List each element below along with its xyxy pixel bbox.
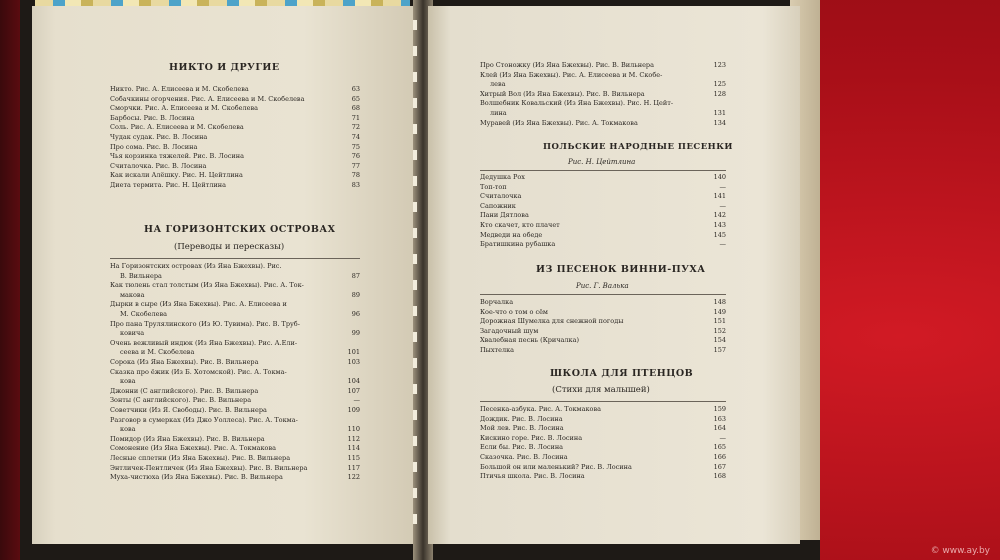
- toc-entry-title: На Горизонтских островах (Из Яна Бжехвы). Рис.: [110, 262, 282, 270]
- toc-page-number: 72: [351, 123, 360, 132]
- toc-entry-continuation: [480, 81, 726, 90]
- toc-entry-title: Про сома. Рис. В. Лосина: [110, 142, 198, 151]
- toc-entry: [110, 86, 360, 95]
- watermark: © www.ay.by: [930, 546, 990, 556]
- toc-entry-title-cont: кова: [120, 425, 136, 434]
- toc-page-number: 142: [713, 211, 726, 220]
- section-title-gorizont: НА ГОРИЗОНТСКИХ ОСТРОВАХ: [144, 224, 336, 235]
- toc-entry-title: Советчики (Из Я. Свободы). Рис. В. Вильнера: [110, 406, 267, 414]
- toc-entry-title: Сапожник: [480, 201, 516, 210]
- section-divider: [480, 401, 726, 402]
- toc-entry-title: Зонты (С английского). Рис. В. Вильнера: [110, 396, 252, 405]
- toc-list-continued: [480, 62, 726, 142]
- toc-page-number: 168: [713, 472, 726, 481]
- toc-page-number: —: [353, 396, 360, 405]
- toc-entry-title: Братишкина рубашка: [480, 240, 556, 249]
- toc-page-number: —: [719, 201, 726, 210]
- toc-entry-title: Про Стоножку (Из Яна Бжехвы). Рис. В. Вильнера: [480, 61, 654, 69]
- toc-page-number: 112: [347, 434, 360, 443]
- toc-page-number: 87: [351, 271, 360, 280]
- toc-entry-title: Кто скачет, кто плачет: [480, 221, 560, 229]
- toc-entry-title: Пыхтелка: [480, 346, 515, 354]
- toc-entry-title: Хвалебная песнь (Кричалка): [480, 336, 580, 345]
- toc-entry-continuation: [110, 378, 360, 387]
- toc-entry-title: Разговор в сумерках (Из Джо Уоллеса). Рис. А. Токма-: [110, 415, 298, 424]
- section-divider: [110, 258, 360, 259]
- toc-entry: [110, 407, 360, 416]
- toc-entry-title: Как искали Алёшку. Рис. Н. Цейтлина: [110, 171, 243, 180]
- toc-entry-title: Большой он или маленький? Рис. В. Лосина: [480, 462, 632, 471]
- toc-entry: [110, 474, 360, 483]
- toc-page-number: 148: [713, 298, 726, 306]
- toc-page-number: 117: [347, 463, 360, 472]
- toc-entry-title: Медведи на обеде: [480, 230, 543, 239]
- toc-page-number: 83: [351, 181, 360, 189]
- toc-entry-title: Никто. Рис. А. Елисеева и М. Скобелева: [110, 85, 249, 93]
- toc-page-number: 63: [351, 85, 360, 93]
- toc-entry-title: Сказка про ёжик (Из Б. Хотомской). Рис. А. Токма-: [110, 367, 287, 376]
- toc-entry-title: Муха-чистюха (Из Яна Бжехвы). Рис. В. Вильнера: [110, 473, 283, 482]
- toc-list-nikto: [110, 86, 360, 196]
- toc-page-number: 103: [347, 358, 360, 366]
- toc-entry-title: Сорока (Из Яна Бжехвы). Рис. В. Вильнера: [110, 358, 259, 366]
- toc-entry-title: Считалочка. Рис. В. Лосина: [110, 161, 207, 170]
- toc-entry-title: Чья корзинка тяжелей. Рис. В. Лосина: [110, 152, 244, 161]
- section-subtitle-school: (Стихи для малышей): [552, 385, 650, 395]
- toc-entry: [480, 425, 726, 434]
- toc-page-number: 123: [713, 61, 726, 69]
- toc-entry-title: Диета термита. Рис. Н. Цейтлина: [110, 181, 226, 189]
- toc-entry-title: Барбосы. Рис. В. Лосина: [110, 113, 195, 122]
- toc-entry: [480, 174, 726, 183]
- toc-entry: [480, 62, 726, 71]
- toc-page-number: 99: [351, 329, 360, 338]
- section-subtitle-gorizont: (Переводы и пересказы): [174, 242, 285, 252]
- toc-page-number: 149: [713, 307, 726, 316]
- toc-page-number: 125: [713, 80, 726, 89]
- toc-page-number: 68: [351, 104, 360, 113]
- toc-list-polish-songs: [480, 174, 726, 250]
- toc-entry-title-cont: В. Вильнера: [120, 271, 162, 280]
- toc-page-number: 145: [713, 230, 726, 239]
- toc-entry-title: Пани Дятлова: [480, 211, 529, 220]
- toc-page-number: 159: [713, 405, 726, 413]
- toc-entry-title: Энтличек-Пентличек (Из Яна Бжехвы). Рис. В. Вильнера: [110, 463, 308, 472]
- section-title-polish-songs: ПОЛЬСКИЕ НАРОДНЫЕ ПЕСЕНКИ: [543, 142, 733, 152]
- toc-entry: [110, 153, 360, 162]
- toc-entry-title: Дырки в сыре (Из Яна Бжехвы). Рис. А. Елисеева и: [110, 300, 287, 309]
- toc-page-number: 122: [347, 473, 360, 482]
- toc-entry-title: Джонни (С английского). Рис. В. Вильнера: [110, 386, 259, 395]
- toc-entry: [480, 454, 726, 463]
- toc-page-number: 140: [713, 173, 726, 181]
- toc-entry-title: Дедушка Рох: [480, 173, 525, 181]
- toc-page-number: 77: [351, 161, 360, 170]
- toc-page-number: 110: [347, 425, 360, 434]
- binding-stitches: [413, 20, 417, 540]
- toc-entry-title: Если бы. Рис. В. Лосина: [480, 443, 564, 452]
- section-title-school: ШКОЛА ДЛЯ ПТЕНЦОВ: [550, 368, 694, 379]
- toc-page-number: 78: [351, 171, 360, 180]
- toc-entry-title: Лесные сплетни (Из Яна Бжехвы). Рис. В. Вильнера: [110, 454, 291, 462]
- toc-page-number: 75: [351, 142, 360, 151]
- toc-page-number: 76: [351, 152, 360, 161]
- toc-entry-title-cont: лева: [490, 80, 506, 89]
- toc-list-school: [480, 406, 726, 486]
- toc-entry: [480, 222, 726, 231]
- toc-page-number: 89: [351, 290, 360, 299]
- toc-entry-title: Чудак судак. Рис. В. Лосина: [110, 133, 208, 141]
- toc-entry: [480, 406, 726, 415]
- toc-entry-title: Загадочный шум: [480, 326, 539, 335]
- toc-page-number: 101: [347, 348, 360, 357]
- toc-entry-title: Песенка-азбука. Рис. А. Токмакова: [480, 405, 601, 413]
- toc-entry-title: Соль. Рис. А. Елисеева и М. Скобелева: [110, 123, 244, 132]
- toc-entry-title-cont: кова: [120, 377, 136, 386]
- toc-list-winnie-pooh: [480, 299, 726, 359]
- toc-page-number: 151: [713, 317, 726, 326]
- toc-entry-title: Очень вежливый индюк (Из Яна Бжехвы). Рис. А.Ели-: [110, 338, 298, 347]
- toc-page-number: 114: [347, 444, 360, 453]
- toc-entry: [110, 182, 360, 191]
- toc-entry-title: Птичья школа. Рис. В. Лосина: [480, 472, 585, 481]
- toc-page-number: 104: [347, 377, 360, 386]
- left-page: [32, 6, 420, 544]
- toc-page-number: —: [719, 240, 726, 249]
- toc-entry-title: Ворчалка: [480, 298, 514, 306]
- toc-entry-title: Волшебник Ковальский (Из Яна Бжехвы). Рис. Н. Цейт-: [480, 99, 674, 108]
- toc-page-number: 141: [713, 192, 726, 201]
- toc-entry: [110, 134, 360, 143]
- toc-entry: [110, 359, 360, 368]
- toc-entry-title: Кискино горе. Рис. В. Лосина: [480, 433, 583, 442]
- toc-entry-title-cont: М. Скобелева: [120, 310, 168, 318]
- toc-page-number: 71: [351, 113, 360, 122]
- toc-entry-continuation: [110, 330, 360, 339]
- toc-entry-title-cont: лина: [490, 109, 507, 117]
- toc-entry: [480, 347, 726, 356]
- toc-page-number: 167: [713, 462, 726, 471]
- toc-entry: [480, 120, 726, 129]
- toc-page-number: 115: [347, 454, 360, 462]
- toc-page-number: 152: [713, 326, 726, 335]
- toc-entry-title: Как тюлень стал толстым (Из Яна Бжехвы). Рис. А. Ток-: [110, 281, 304, 290]
- toc-entry: [110, 455, 360, 464]
- toc-list-gorizont: [110, 263, 360, 503]
- toc-entry: [480, 241, 726, 250]
- toc-page-number: 154: [713, 336, 726, 345]
- toc-page-number: 157: [713, 346, 726, 354]
- toc-page-number: 163: [713, 414, 726, 423]
- section-credit-polish-songs: Рис. Н. Цейтлина: [568, 158, 636, 166]
- toc-entry-continuation: [480, 110, 726, 119]
- toc-entry: [480, 318, 726, 327]
- toc-entry-title: Мой лев. Рис. В. Лосина: [480, 424, 564, 433]
- toc-entry-title: Кое-что о том о сём: [480, 307, 548, 316]
- toc-page-number: 107: [347, 386, 360, 395]
- section-divider: [480, 294, 726, 295]
- toc-entry-title: Про пана Трулялинского (Из Ю. Тувима). Рис. В. Труб-: [110, 319, 300, 328]
- toc-entry-title: Сомонение (Из Яна Бжехвы). Рис. А. Токмакова: [110, 444, 277, 453]
- toc-entry: [110, 105, 360, 114]
- toc-page-number: 166: [713, 453, 726, 461]
- toc-entry-title: Топ-топ: [480, 182, 507, 191]
- toc-page-number: 165: [713, 443, 726, 452]
- toc-entry-title-cont: макова: [120, 290, 145, 299]
- toc-entry-title: Хитрый Вол (Из Яна Бжехвы). Рис. В. Вильнера: [480, 89, 645, 98]
- toc-entry: [480, 299, 726, 308]
- section-divider: [480, 170, 726, 171]
- section-title-winnie-pooh: ИЗ ПЕСЕНОК ВИННИ-ПУХА: [536, 264, 706, 275]
- toc-entry-title: Муравей (Из Яна Бжехвы). Рис. А. Токмакова: [480, 118, 638, 127]
- toc-entry-title-cont: ковича: [120, 329, 145, 338]
- toc-entry: [480, 193, 726, 202]
- toc-entry-continuation: [110, 311, 360, 320]
- toc-page-number: 65: [351, 94, 360, 103]
- toc-page-number: 109: [347, 406, 360, 414]
- toc-page-number: 131: [713, 108, 726, 117]
- toc-page-number: 143: [713, 221, 726, 229]
- toc-page-number: 134: [713, 118, 726, 127]
- toc-entry-title: Сказочка. Рис. В. Лосина: [480, 453, 568, 461]
- toc-entry: [480, 337, 726, 346]
- toc-page-number: —: [719, 433, 726, 442]
- section-title-nikto: НИКТО И ДРУГИЕ: [169, 62, 280, 73]
- toc-entry-title: Сморчки. Рис. А. Елисеева и М. Скобелева: [110, 104, 259, 113]
- toc-entry-title: Клей (Из Яна Бжехвы). Рис. А. Елисеева и М. Скобе-: [480, 70, 663, 79]
- toc-page-number: 96: [351, 309, 360, 318]
- toc-entry-title-cont: сеева и М. Скобелева: [120, 348, 195, 357]
- toc-page-number: 164: [713, 424, 726, 433]
- toc-entry-title: Считалочка: [480, 192, 522, 201]
- section-credit-winnie-pooh: Рис. Г. Валька: [576, 282, 629, 290]
- toc-entry-title: Собачкины огорчения. Рис. А. Елисеева и М. Скобелева: [110, 94, 305, 103]
- toc-entry-continuation: [110, 426, 360, 435]
- toc-entry: [480, 473, 726, 482]
- toc-entry-title: Дорожная Шумелка для снежной погоды: [480, 317, 624, 326]
- right-page: [428, 6, 800, 544]
- toc-page-number: 128: [713, 89, 726, 98]
- toc-page-number: 74: [351, 133, 360, 141]
- toc-page-number: —: [719, 182, 726, 191]
- toc-entry-title: Помидор (Из Яна Бжехвы). Рис. В. Вильнера: [110, 434, 265, 443]
- toc-entry-title: Дождик. Рис. В. Лосина: [480, 414, 563, 423]
